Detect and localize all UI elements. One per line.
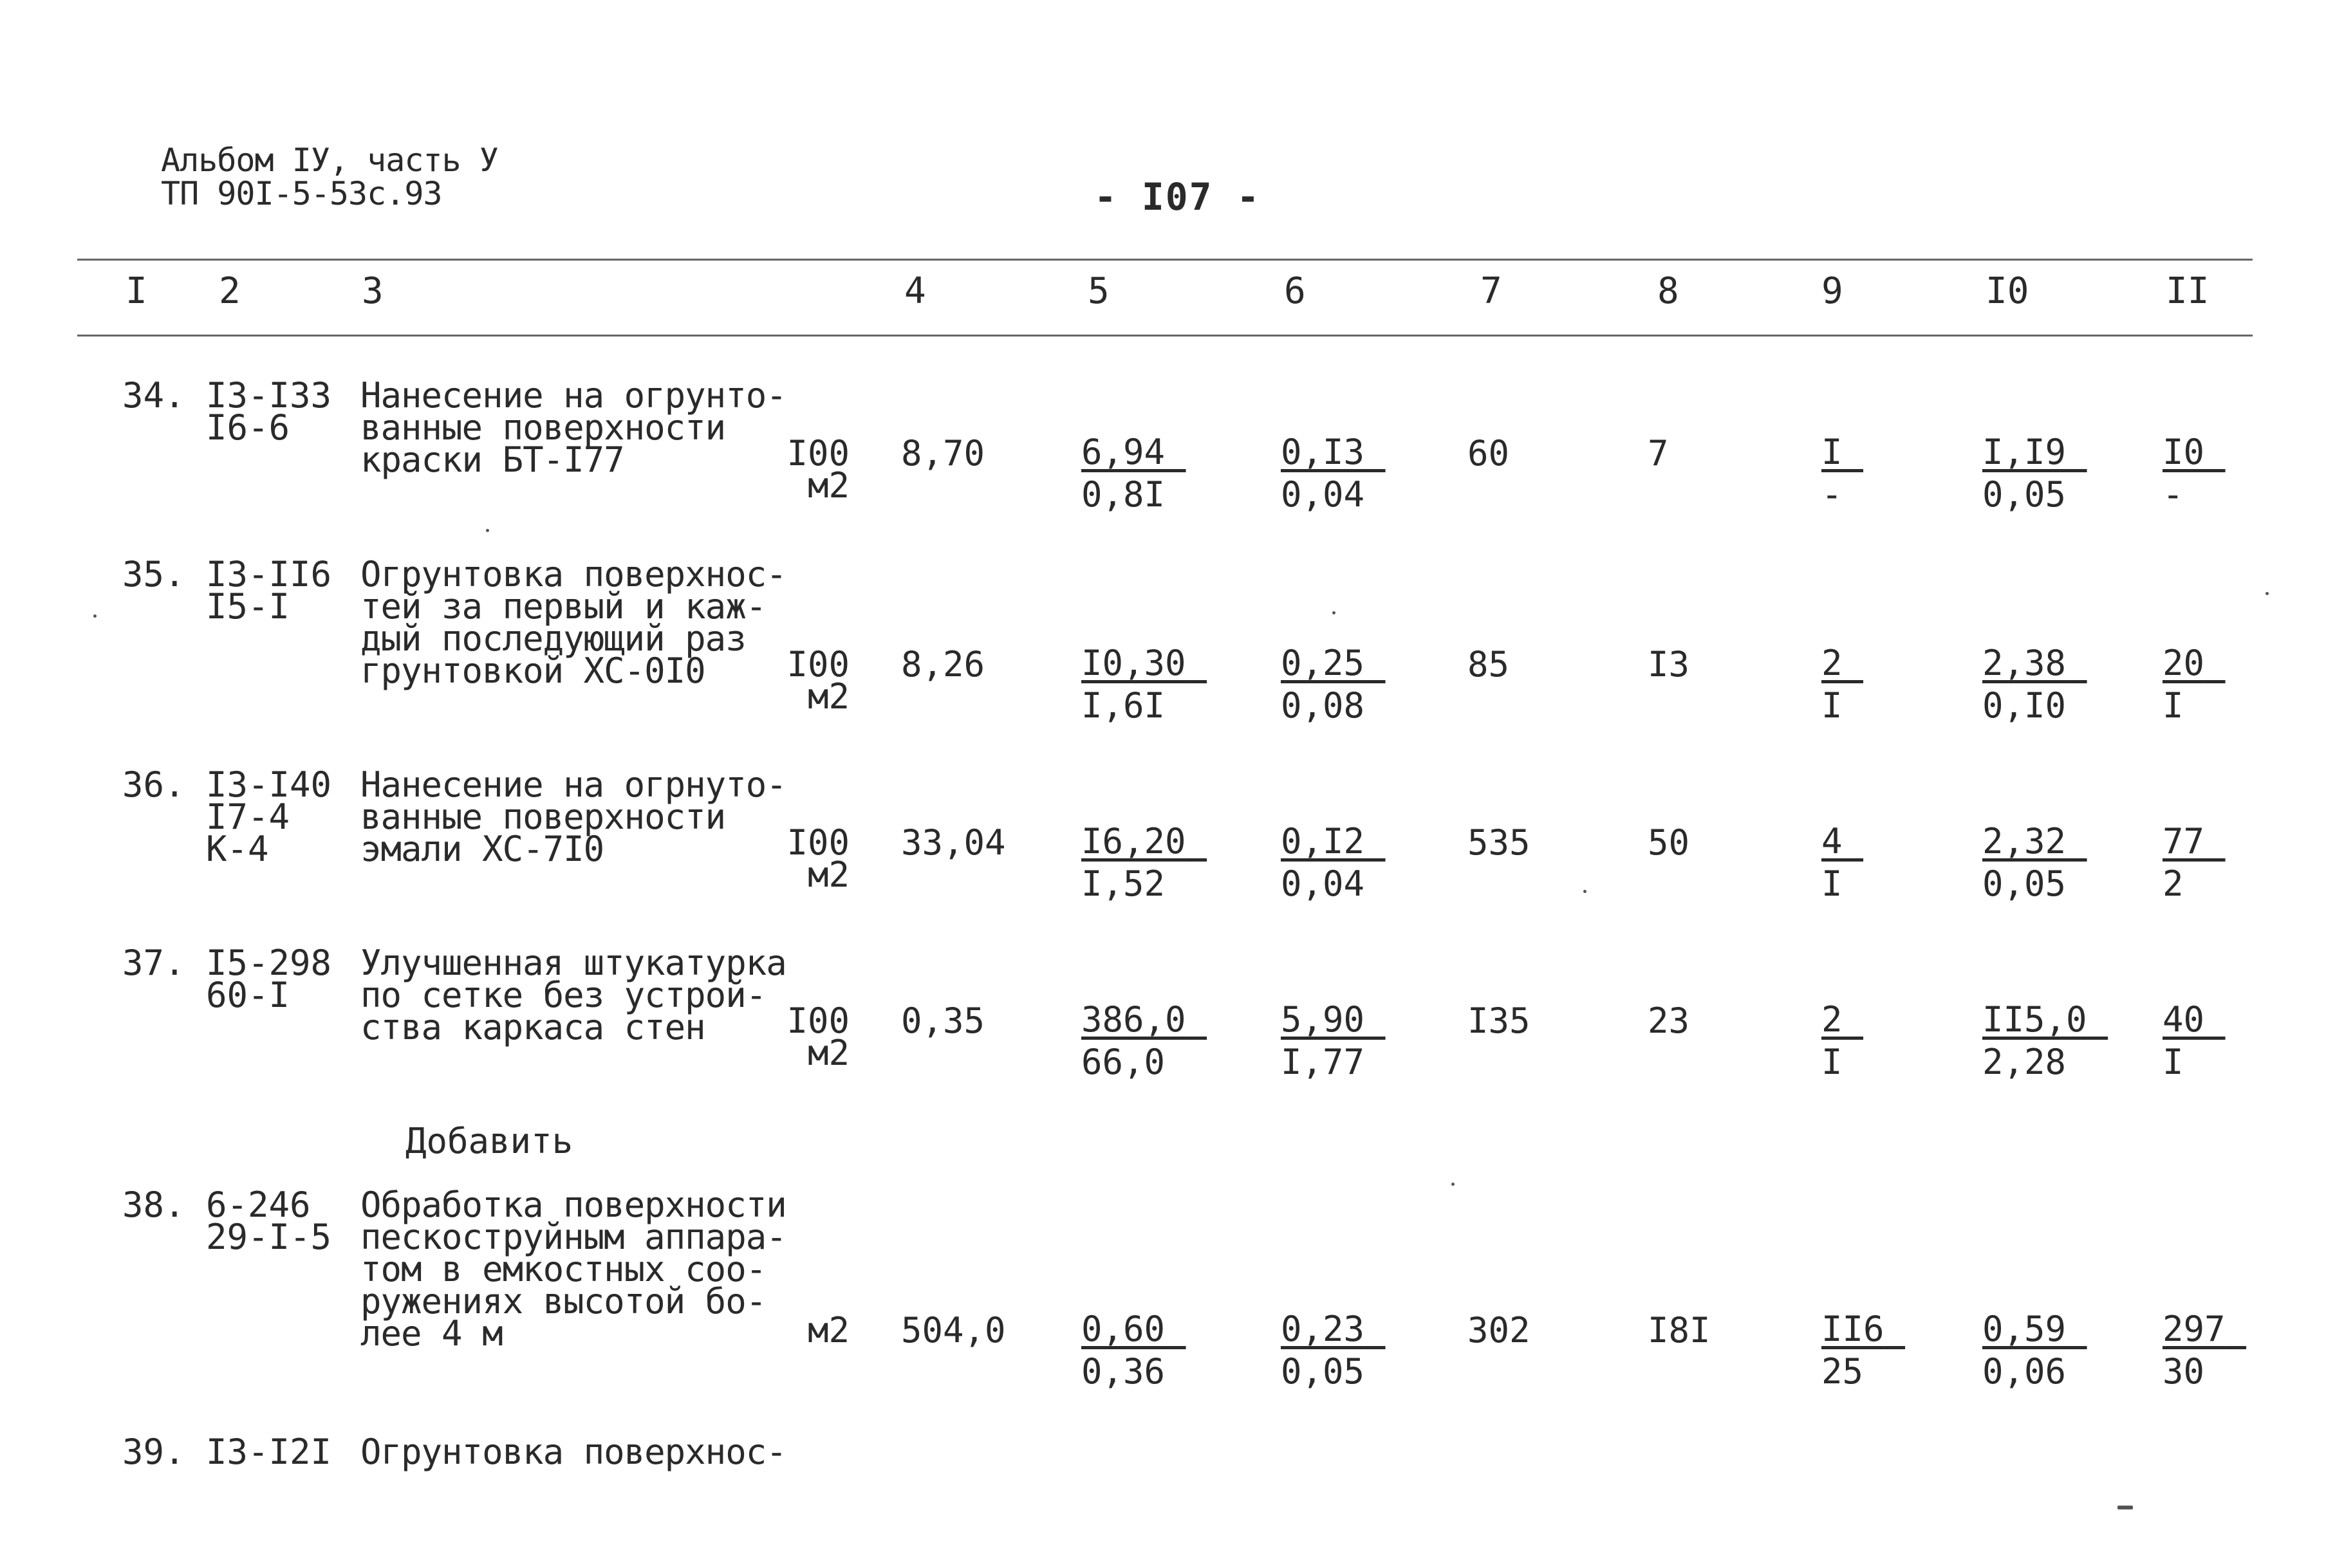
row-number: 34. xyxy=(122,375,185,416)
scan-speck xyxy=(2117,1506,2133,1509)
column-header: 9 xyxy=(1821,270,1843,312)
norm-code: I3-II6 I5-I xyxy=(206,554,332,627)
col10-value: $\frac{I,I9 \_}{0,05}$ xyxy=(1982,431,2087,516)
unit: I00 м2 xyxy=(786,433,850,506)
quantity: 504,0 xyxy=(901,1310,1006,1351)
scan-speck xyxy=(1332,611,1335,614)
row-number: 36. xyxy=(122,764,185,805)
quantity: 33,04 xyxy=(901,822,1006,863)
row-number: 39. xyxy=(122,1432,185,1472)
col6-value: $\frac{0,I2 \_}{0,04}$ xyxy=(1281,820,1386,905)
col5-value: $\frac{386,0 \_}{66,0}$ xyxy=(1081,999,1207,1084)
column-header: 7 xyxy=(1480,270,1502,312)
table-top-rule xyxy=(77,259,2253,261)
col9-value: $\frac{II6 \_}{25}$ xyxy=(1821,1308,1905,1393)
column-header: 6 xyxy=(1284,270,1306,312)
work-description: Улучшенная штукатурка по сетке без устрой- ства каркаса стен xyxy=(360,943,786,1047)
column-header: I xyxy=(126,270,147,312)
col8-value: I3 xyxy=(1648,644,1690,685)
column-header: I0 xyxy=(1986,270,2029,312)
col8-value: I8I xyxy=(1648,1310,1711,1351)
col10-value: $\frac{II5,0 \_}{2,28}$ xyxy=(1982,999,2108,1084)
column-header: 5 xyxy=(1088,270,1110,312)
col5-value: $\frac{0,60 \_}{0,36}$ xyxy=(1081,1308,1186,1393)
scan-speck xyxy=(1583,890,1586,893)
quantity: 8,26 xyxy=(901,644,985,685)
add-section-label: Добавить xyxy=(405,1121,573,1161)
col11-value: $\frac{20 \_}{I}$ xyxy=(2163,642,2226,727)
col6-value: $\frac{5,90 \_}{I,77}$ xyxy=(1281,999,1386,1084)
work-description: Нанесение на огрнуто- ванные поверхности эмали ХС-7I0 xyxy=(360,764,786,869)
page-number: - I07 - xyxy=(1094,175,1261,219)
col10-value: $\frac{2,32 \_}{0,05}$ xyxy=(1982,820,2087,905)
col5-value: $\frac{I0,30 \_}{I,6I}$ xyxy=(1081,642,1207,727)
col7-value: 302 xyxy=(1467,1310,1531,1351)
col6-value: $\frac{0,23 \_}{0,05}$ xyxy=(1281,1308,1386,1393)
unit: I00 м2 xyxy=(786,644,850,717)
unit: I00 м2 xyxy=(786,822,850,895)
row-number: 38. xyxy=(122,1185,185,1225)
unit: м2 xyxy=(807,1310,850,1351)
work-description: Обработка поверхности пескоструйным аппара- том в емкостных соо- ружениях высотой бо- лее 4 м xyxy=(360,1185,786,1354)
album-label: Альбом IУ, часть У xyxy=(161,142,498,179)
col8-value: 50 xyxy=(1648,822,1690,863)
column-header: 4 xyxy=(904,270,926,312)
col7-value: 60 xyxy=(1467,433,1510,474)
col9-value: $\frac{2 \_}{I}$ xyxy=(1821,999,1863,1084)
col11-value: $\frac{297 \_}{30}$ xyxy=(2163,1308,2246,1393)
work-description: Огрунтовка поверхнос- xyxy=(360,1432,786,1472)
work-description: Нанесение на огрунто- ванные поверхности краски БТ-I77 xyxy=(360,375,786,480)
row-number: 35. xyxy=(122,554,185,595)
norm-code: I3-I33 I6-6 xyxy=(206,375,332,448)
scan-speck xyxy=(486,529,489,532)
col5-value: $\frac{I6,20 \_}{I,52}$ xyxy=(1081,820,1207,905)
column-header: 3 xyxy=(362,270,384,312)
scan-speck xyxy=(2266,592,2269,595)
norm-code: 6-246 29-I-5 xyxy=(206,1185,332,1257)
column-header: 8 xyxy=(1657,270,1679,312)
col5-value: $\frac{6,94 \_}{0,8I}$ xyxy=(1081,431,1186,516)
norm-code: I3-I2I xyxy=(206,1432,332,1472)
unit: I00 м2 xyxy=(786,1001,850,1073)
col6-value: $\frac{0,I3 \_}{0,04}$ xyxy=(1281,431,1386,516)
column-header: II xyxy=(2166,270,2210,312)
col6-value: $\frac{0,25 \_}{0,08}$ xyxy=(1281,642,1386,727)
col11-value: $\frac{77 \_}{2}$ xyxy=(2163,820,2226,905)
work-description: Огрунтовка поверхнос- тей за первый и каж- дый последующий раз грунтовкой ХС-0I0 xyxy=(360,554,786,691)
col9-value: I _ - xyxy=(1821,431,1863,516)
col9-value: $\frac{4 \_}{I}$ xyxy=(1821,820,1863,905)
col11-value: I0 _ - xyxy=(2163,431,2226,516)
quantity: 0,35 xyxy=(901,1001,985,1041)
row-number: 37. xyxy=(122,943,185,983)
col8-value: 23 xyxy=(1648,1001,1690,1041)
norm-code: I5-298 60-I xyxy=(206,943,332,1015)
col11-value: $\frac{40 \_}{I}$ xyxy=(2163,999,2226,1084)
project-code: ТП 90I-5-53с.93 xyxy=(161,175,442,212)
col10-value: $\frac{2,38 \_}{0,I0}$ xyxy=(1982,642,2087,727)
quantity: 8,70 xyxy=(901,433,985,474)
col8-value: 7 xyxy=(1648,433,1669,474)
scan-speck xyxy=(1451,1183,1455,1186)
col7-value: I35 xyxy=(1467,1001,1531,1041)
col7-value: 85 xyxy=(1467,644,1510,685)
col10-value: $\frac{0,59 \_}{0,06}$ xyxy=(1982,1308,2087,1393)
norm-code: I3-I40 I7-4 К-4 xyxy=(206,764,332,869)
col9-value: $\frac{2 \_}{I}$ xyxy=(1821,642,1863,727)
col7-value: 535 xyxy=(1467,822,1531,863)
table-header-rule xyxy=(77,335,2253,337)
scan-speck xyxy=(93,614,97,618)
column-header: 2 xyxy=(219,270,241,312)
